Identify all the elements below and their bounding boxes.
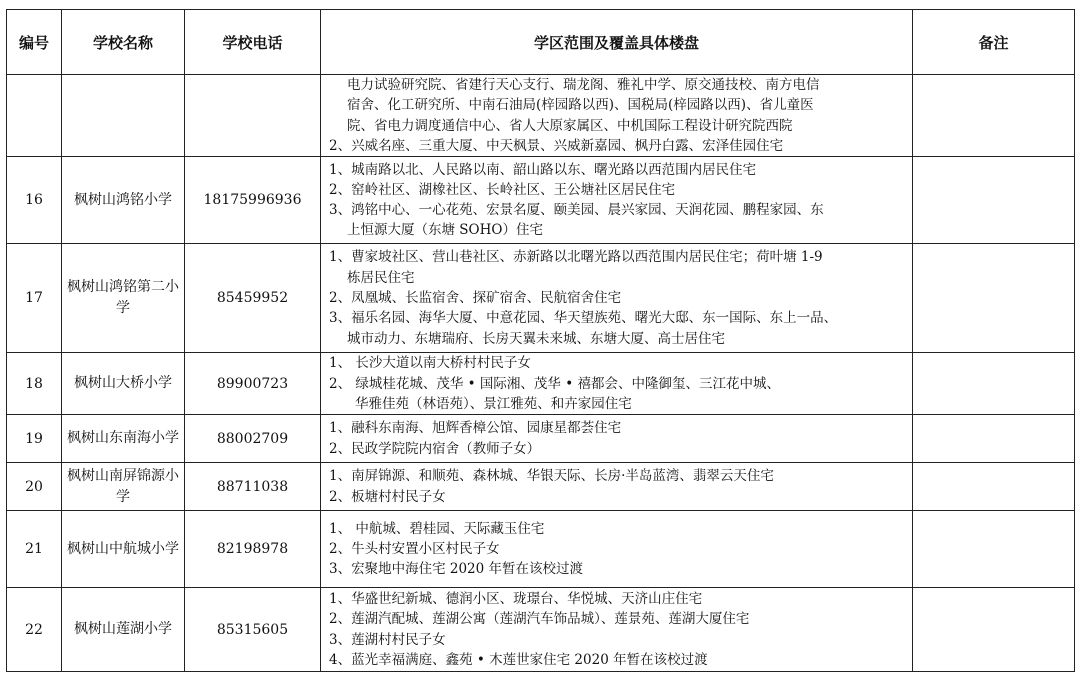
row-school-name: 枫树山鸿铭小学 [62,157,185,244]
row-phone: 85459952 [185,244,321,353]
row-school-name: 枫树山大桥小学 [62,353,185,415]
row-phone [185,75,321,157]
scope-line: 3、鸿铭中心、一心花苑、宏景名厦、颐美园、晨兴家园、天润花园、鹏程家园、东 [329,202,824,219]
scope-line: 1、华盛世纪新城、德润小区、珑璟台、华悦城、天济山庄住宅 [329,591,703,608]
table-row [7,588,1075,672]
row-scope [321,511,913,588]
row-phone: 18175996936 [185,157,321,244]
row-id: 20 [7,463,62,511]
row-id: 21 [7,511,62,588]
header-id: 编号 [7,10,62,75]
row-id: 17 [7,244,62,353]
header-school-phone: 学校电话 [185,10,321,75]
scope-line: 2、民政学院院内宿舍（教师子女） [329,440,541,457]
row-school-name: 枫树山东南海小学 [62,415,185,463]
scope-line: 上恒源大厦（东塘 SOHO）住宅 [347,222,543,239]
row-scope [321,463,913,511]
table-row [7,511,1075,588]
row-note [913,75,1075,157]
scope-line: 1、融科东南海、旭辉香樟公馆、园康星都荟住宅 [329,420,622,437]
scope-line: 3、宏聚地中海住宅 2020 年暂在该校过渡 [329,561,584,578]
row-note [913,415,1075,463]
row-id: 18 [7,353,62,415]
scope-line: 1、城南路以北、人民路以南、韶山路以东、曙光路以西范围内居民住宅 [329,161,757,178]
row-school-name: 枫树山莲湖小学 [62,588,185,672]
scope-line: 1、曹家坡社区、营山巷社区、赤新路以北曙光路以西范围内居民住宅；荷叶塘 1-9 [329,249,823,266]
row-id [7,75,62,157]
scope-line: 华雅佳苑（林语苑）、景江雅苑、和卉家园住宅 [355,395,632,412]
scope-line: 2、窑岭社区、湖橡社区、长岭社区、王公塘社区居民住宅 [329,181,676,198]
row-school-name: 枫树山中航城小学 [62,511,185,588]
scope-line: 城市动力、东塘瑞府、长房天翼未来城、东塘大厦、高士居住宅 [347,330,725,347]
row-note [913,157,1075,244]
scope-line: 2、莲湖汽配城、莲湖公寓（莲湖汽车饰品城）、莲景苑、莲湖大厦住宅 [329,611,750,628]
table-row [7,463,1075,511]
table-header-row [7,10,1075,75]
row-note [913,511,1075,588]
row-scope [321,588,913,672]
row-scope [321,415,913,463]
table-row [7,75,1075,157]
scope-line: 2、凤凰城、长监宿舍、探矿宿舍、民航宿舍住宅 [329,290,622,307]
row-note [913,463,1075,511]
row-scope [321,75,913,157]
row-scope [321,157,913,244]
row-note [913,244,1075,353]
scope-line: 1、 长沙大道以南大桥村村民子女 [329,355,531,372]
scope-line: 2、兴威名座、三重大厦、中天枫景、兴威新嘉园、枫丹白露、宏泽佳园住宅 [329,137,784,154]
row-phone: 89900723 [185,353,321,415]
row-id: 16 [7,157,62,244]
row-phone: 82198978 [185,511,321,588]
scope-line: 2、板塘村村民子女 [329,488,446,505]
scope-line: 院、省电力调度通信中心、省人大原家属区、中机国际工程设计研究院西院 [347,117,793,134]
scope-line: 1、南屏锦源、和顺苑、森林城、华银天际、长房·半岛蓝湾、翡翠云天住宅 [329,468,774,485]
row-scope [321,244,913,353]
table-row [7,353,1075,415]
row-phone: 88002709 [185,415,321,463]
header-note: 备注 [913,10,1075,75]
table-row [7,157,1075,244]
header-district-scope: 学区范围及覆盖具体楼盘 [321,10,913,75]
scope-line: 3、福乐名园、海华大厦、中意花园、华天望族苑、曙光大邸、东一国际、东上一品、 [329,310,838,327]
header-school-name: 学校名称 [62,10,185,75]
table-row [7,244,1075,353]
school-district-table [6,9,1075,672]
row-phone: 85315605 [185,588,321,672]
scope-line: 4、蓝光幸福满庭、鑫苑 • 木莲世家住宅 2020 年暂在该校过渡 [329,651,708,668]
scope-line: 栋居民住宅 [347,269,415,286]
row-school-name: 枫树山南屏锦源小学 [62,463,185,511]
scope-line: 宿舍、化工研究所、中南石油局(梓园路以西)、国税局(梓园路以西)、省儿童医 [347,97,814,114]
scope-line: 3、莲湖村村民子女 [329,631,446,648]
row-school-name: 枫树山鸿铭第二小学 [62,244,185,353]
row-id: 19 [7,415,62,463]
table-row [7,415,1075,463]
row-scope [321,353,913,415]
scope-line: 2、 绿城桂花城、茂华 • 国际湘、茂华 • 禧都会、中隆御玺、三江花中城、 [329,375,780,392]
row-school-name [62,75,185,157]
scope-line: 1、 中航城、碧桂园、天际藏玉住宅 [329,520,545,537]
row-note [913,353,1075,415]
row-id: 22 [7,588,62,672]
row-note [913,588,1075,672]
scope-line: 2、牛头村安置小区村民子女 [329,541,500,558]
row-phone: 88711038 [185,463,321,511]
scope-line: 电力试验研究院、省建行天心支行、瑞龙阁、雅礼中学、原交通技校、南方电信 [347,77,820,93]
